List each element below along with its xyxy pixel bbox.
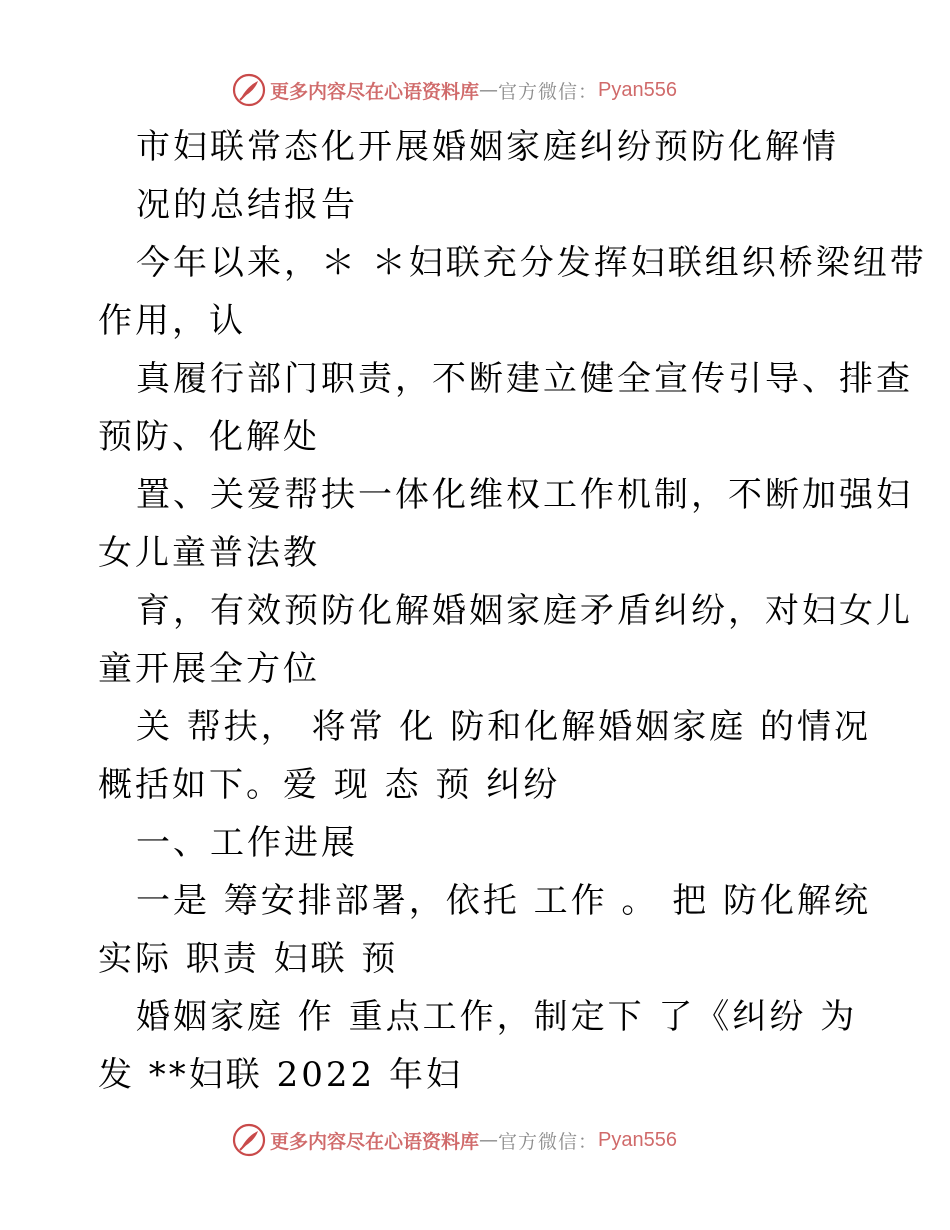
paragraph-line: 关 帮扶， 将常 化 防和化解婚姻家庭 的情况 (136, 707, 872, 747)
feather-pen-logo-icon (232, 73, 266, 107)
title-line-2: 况的总结报告 (136, 185, 358, 225)
feather-pen-logo-icon (232, 1123, 266, 1157)
watermark-brand-text: 更多内容尽在心语资料库 (270, 1130, 480, 1153)
paragraph-line: 预防、化解处 (98, 417, 320, 457)
paragraph-line: 女儿童普法教 (98, 533, 320, 573)
watermark-official-label: 官方微信： (498, 80, 599, 103)
watermark-official-label: 官方微信： (498, 1130, 599, 1153)
paragraph-line: 发 **妇联 2022 年妇 (98, 1055, 463, 1095)
paragraph-line: 作用，认 (98, 301, 246, 341)
watermark-dash: — (479, 1129, 499, 1151)
paragraph-line: 置、关爱帮扶一体化维权工作机制，不断加强妇 (136, 475, 913, 515)
paragraph-line: 今年以来，＊ ＊妇联充分发挥妇联组织桥梁纽带 (136, 243, 927, 283)
section-heading: 一、工作进展 (136, 823, 358, 863)
footer-watermark (232, 1120, 677, 1160)
paragraph-line: 童开展全方位 (98, 649, 320, 689)
paragraph-line: 育，有效预防化解婚姻家庭矛盾纠纷，对妇女儿 (136, 591, 913, 631)
watermark-brand-text: 更多内容尽在心语资料库 (270, 80, 480, 103)
title-line-1: 市妇联常态化开展婚姻家庭纠纷预防化解情 (136, 127, 839, 167)
paragraph-line: 真履行部门职责，不断建立健全宣传引导、排查 (136, 359, 913, 399)
paragraph-line: 一是 筹安排部署，依托 工作 。 把 防化解统 (136, 881, 872, 921)
paragraph-line: 实际 职责 妇联 预 (98, 939, 399, 979)
document-body (98, 118, 927, 1104)
paragraph-line: 概括如下。爱 现 态 预 纠纷 (98, 765, 561, 805)
watermark-dash: — (479, 79, 499, 101)
watermark-wechat-id: Pyan556 (598, 78, 677, 101)
header-watermark (232, 70, 677, 110)
watermark-wechat-id: Pyan556 (598, 1128, 677, 1151)
paragraph-line: 婚姻家庭 作 重点工作，制定下 了《纠纷 为 (136, 997, 858, 1037)
